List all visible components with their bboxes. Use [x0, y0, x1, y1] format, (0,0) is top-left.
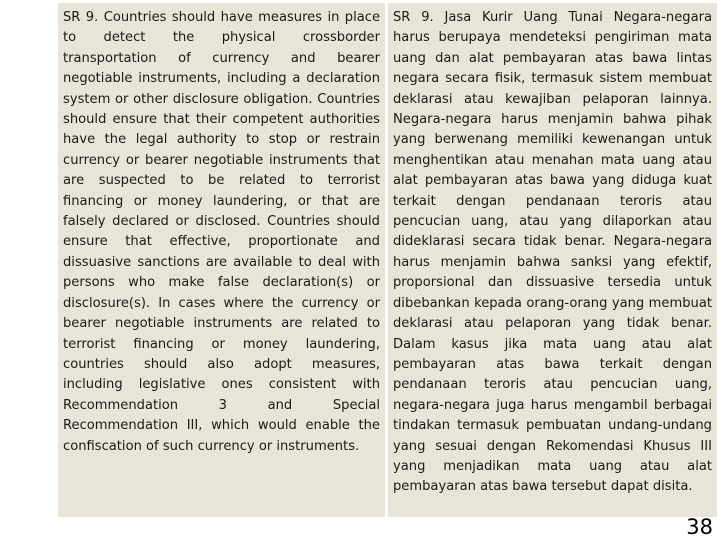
sr9-text-id: Jasa Kurir Uang Tunai Negara-negara harus berupaya mendeteksi pengiriman mata uang dan alat pembayaran atas bawa lintas negara secara fisik, termasuk sistem membuat deklarasi atau kewajiban pelaporan lainnya. Negara-negara harus menjamin bahwa pihak yang berwenang memiliki kewenangan untuk menghentikan atau menahan mata uang atau alat pembayaran atas bawa yang diduga kuat terkait dengan pendanaan teroris atau pencucian uang, atau yang dilaporkan atau dideklarasi secara tidak benar. Negara-negara harus menjamin bahwa sanksi yang efektif, proporsional dan dissuasive tersedia untuk dibebankan kepada orang-orang yang membuat deklarasi atau pelaporan yang tidak benar. Dalam kasus jika mata uang atau alat pembayaran atas bawa terkait dengan pendanaan teroris atau pencucian uang, negara-negara juga harus mengambil berbagai tindakan termasuk pembuatan undang-undang yang sesuai dengan Rekomendasi Khusus III yang menjadikan mata uang atau alat pembayaran atas bawa tersebut dapat disita.: [393, 10, 712, 495]
sr9-label-en: SR 9.: [63, 10, 104, 25]
sr9-text-en: Countries should have measures in place to detect the physical crossborder transportation of currency and bearer negotiable instruments, including a declaration system or other disclosure obligation. Countries should ensure that their competent authorities have the legal authority to stop or restrain currency or bearer negotiable instruments that are suspected to be related to terrorist financing or money laundering, or that are falsely declared or disclosed. Countries should ensure that effective, proportionate and dissuasive sanctions are available to deal with persons who make false declaration(s) or disclosure(s). In cases where the currency or bearer negotiable instruments are related to terrorist financing or money laundering, countries should also adopt measures, including legislative ones consistent with Recommendation 3 and Special Recommendation III, which would enable the confiscation of such currency or instruments.: [63, 10, 380, 454]
sr9-label-id: SR 9.: [393, 10, 445, 25]
bilingual-table: [58, 3, 717, 517]
indonesian-cell: [388, 3, 717, 517]
page-number: 38: [686, 515, 713, 539]
english-cell: [58, 3, 385, 517]
